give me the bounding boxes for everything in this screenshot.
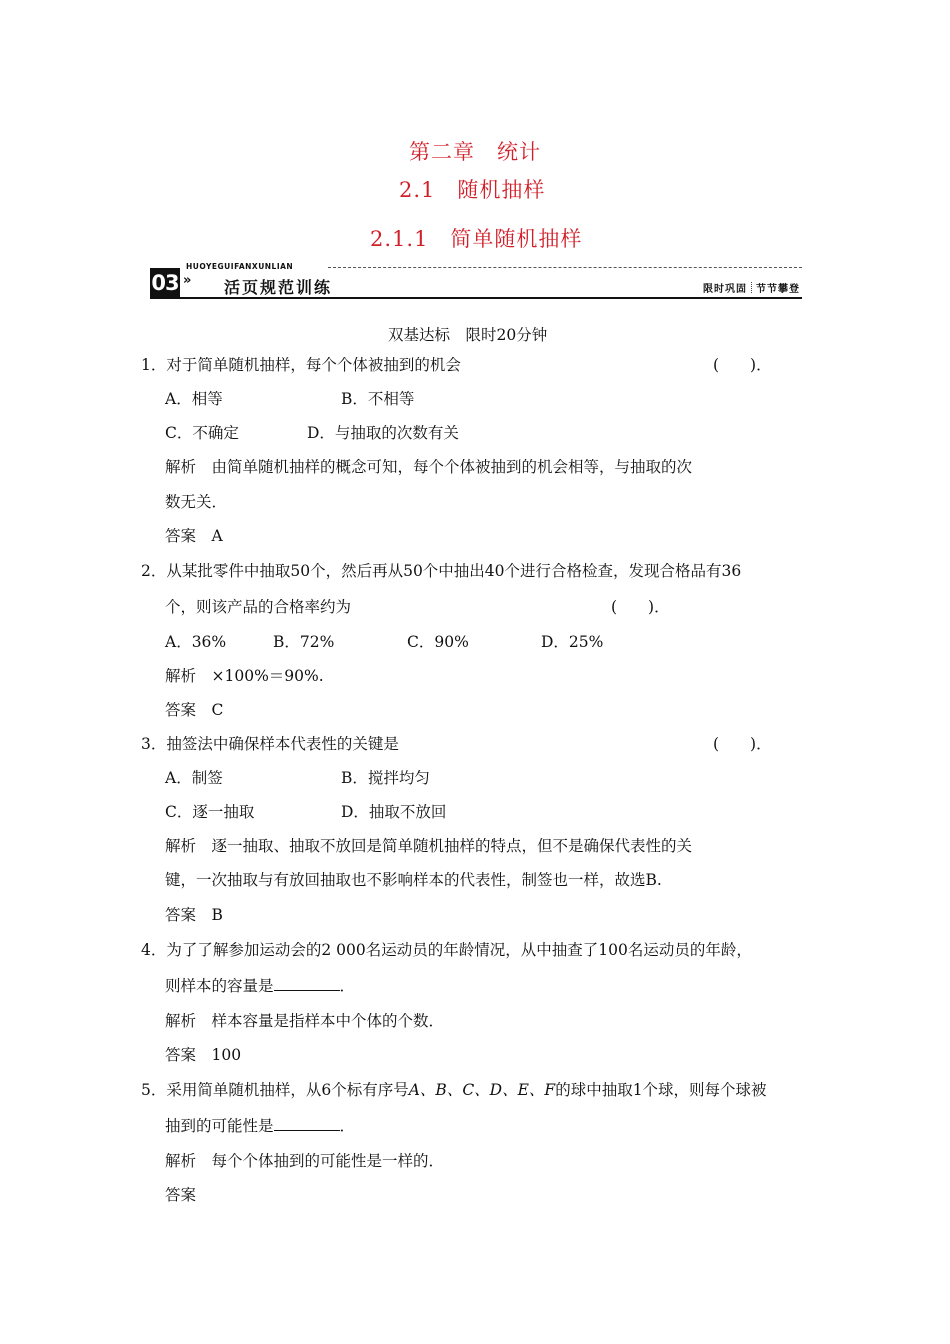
q4-stem-end: ． — [339, 977, 356, 995]
q1-stem: 1．对于简单随机抽样，每个个体被抽到的机会 — [141, 356, 461, 374]
q2-paren: ( )． — [611, 598, 670, 616]
banner-right-a: 限时巩固 — [703, 284, 747, 295]
q5-answer: 答案 — [165, 1186, 197, 1204]
q1-answer: 答案 A — [165, 527, 223, 545]
banner-rule — [150, 297, 802, 299]
banner-name: 活页规范训练 — [224, 278, 333, 297]
q1-analysis-line1: 解析 由简单随机抽样的概念可知，每个个体被抽到的机会相等，与抽取的次 — [165, 458, 693, 476]
q3-option-a: A．制签 — [165, 769, 223, 787]
banner-dashed-line — [328, 267, 802, 268]
q1-option-c: C．不确定 — [165, 424, 239, 442]
q2-analysis: 解析 ×100%＝90%. — [165, 667, 324, 685]
q2-stem-line2: 个，则该产品的合格率约为 — [165, 598, 352, 616]
q3-option-c: C．逐一抽取 — [165, 803, 255, 821]
q3-stem: 3．抽签法中确保样本代表性的关键是 — [141, 735, 399, 753]
q5-stem-text-a: 5．采用简单随机抽样，从6个标有序号 — [141, 1081, 409, 1099]
q3-paren: ( )． — [713, 735, 772, 753]
q1-option-b: B．不相等 — [341, 390, 415, 408]
q1-option-a: A．相等 — [165, 390, 223, 408]
q4-answer-blank — [274, 976, 340, 991]
banner-separator — [751, 282, 752, 293]
q2-option-d: D．25% — [541, 633, 604, 651]
q3-answer: 答案 B — [165, 906, 223, 924]
q1-analysis-line2: 数无关． — [165, 493, 228, 511]
q5-analysis: 解析 每个个体抽到的可能性是一样的． — [165, 1152, 445, 1170]
q5-stem-end: ． — [339, 1117, 356, 1135]
q3-option-b: B．搅拌均匀 — [341, 769, 430, 787]
q2-option-b: B．72% — [273, 633, 335, 651]
q2-answer: 答案 C — [165, 701, 224, 719]
banner-number: 03 — [150, 268, 180, 298]
q5-stem-text-b: 的球中抽取1个球，则每个球被 — [555, 1081, 767, 1099]
q4-stem-line2 — [165, 976, 355, 996]
section-title: 2.1 随机抽样 — [399, 178, 546, 202]
banner-pinyin: HUOYEGUIFANXUNLIAN — [186, 262, 294, 271]
q5-answer-blank — [274, 1116, 340, 1131]
q1-paren: ( )． — [713, 356, 772, 374]
practice-banner — [150, 262, 802, 300]
q3-analysis-line2: 键，一次抽取与有放回抽取也不影响样本的代表性，制签也一样，故选B. — [165, 871, 662, 889]
subsection-title: 2.1.1 简单随机抽样 — [370, 227, 583, 251]
chapter-title: 第二章 统计 — [409, 140, 541, 164]
q4-stem-line1: 4．为了了解参加运动会的2 000名运动员的年龄情况，从中抽查了100名运动员的年龄， — [141, 941, 752, 959]
chevron-right-icon: » — [183, 273, 192, 288]
q4-stem-text: 则样本的容量是 — [165, 977, 274, 995]
q5-ball-labels: A、B、C、D、E、F — [408, 1081, 556, 1099]
q2-stem-line1: 2．从某批零件中抽取50个，然后再从50个中抽出40个进行合格检查，发现合格品有36 — [141, 562, 742, 580]
banner-right-b: 节节攀登 — [756, 284, 800, 295]
q3-option-d: D．抽取不放回 — [341, 803, 447, 821]
q2-option-c: C．90% — [407, 633, 469, 651]
q1-option-d: D．与抽取的次数有关 — [307, 424, 459, 442]
q5-stem-line2 — [165, 1116, 355, 1136]
q4-answer: 答案 100 — [165, 1046, 242, 1064]
q4-analysis: 解析 样本容量是指样本中个体的个数． — [165, 1012, 445, 1030]
banner-right — [703, 280, 800, 295]
q3-analysis-line1: 解析 逐一抽取、抽取不放回是简单随机抽样的特点，但不是确保代表性的关 — [165, 837, 693, 855]
q5-stem-text: 抽到的可能性是 — [165, 1117, 274, 1135]
practice-header: 双基达标 限时20分钟 — [388, 326, 548, 344]
q2-option-a: A．36% — [165, 633, 227, 651]
q5-stem-line1 — [141, 1080, 767, 1100]
